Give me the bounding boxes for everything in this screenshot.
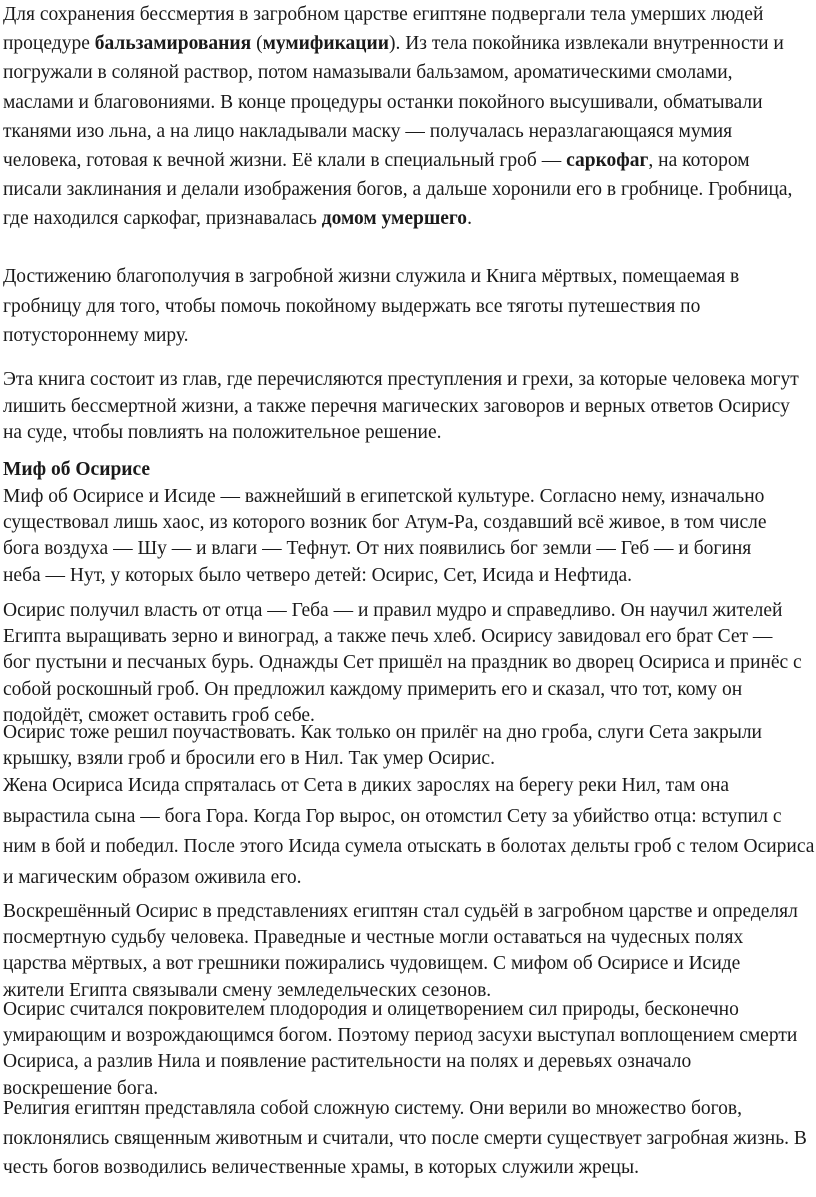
- term-sarcophagus: саркофаг: [566, 150, 649, 172]
- paragraph-myth-intro: Миф об Осирисе и Исиде — важнейший в египетской культуре. Согласно нему, изначально существовал лишь хаос, из которого возник бог Атум-Ра, создавший всё живое, в том числе бога воздуха — Шу — и влаги — Тефнут. От них появились бог земли — Геб — и богиня неба — Нут, у которых было четверо детей: Осирис, Сет, Исида и Нефтида.: [3, 486, 767, 586]
- paragraph-mummification: [3, 0, 793, 234]
- paragraph-osiris-judge: Воскрешённый Осирис в представлениях египтян стал судьёй в загробном царстве и определял посмертную судьбу человека. Праведные и честные могли оставаться на чудесных полях царства мёртвых, а вот грешники пожирались чудовищем. С мифом об Осирисе и Исиде жители Египта связывали смену земледельческих сезонов.: [3, 901, 798, 1001]
- text-run: Для сохранения бессмертия в загробном царстве египтяне подвергали тела умерших людей процедуре: [3, 4, 764, 55]
- text-run: ). Из тела покойника извлекали внутренности и погружали в соляной раствор, потом намазывали бальзамом, ароматическими смолами, маслами и благовониями. В конце процедуры останки покойного высушивали, обматывали тканями изо льна, а на лицо накладывали маску — получалась неразлагающаяся мумия человека, готовая к вечной жизни. Её клали в специальный гроб —: [3, 33, 784, 172]
- text-run: , на котором писали заклинания и делали изображения богов, а дальше хоронили его в гробнице. Гробница, где находился саркофаг, признавалась: [3, 150, 793, 230]
- term-house-of-deceased: домом умершего: [321, 208, 468, 230]
- term-embalming: бальзамирования: [94, 33, 252, 55]
- term-mummification: мумификации: [262, 33, 389, 55]
- text-run: .: [467, 208, 472, 230]
- paragraph-osiris-rule: Осирис получил власть от отца — Геба — и правил мудро и справедливо. Он научил жителей Египта выращивать зерно и виноград, а также печь хлеб. Осирису завидовал его брат Сет — бог пустыни и песчаных бурь. Однажды Сет пришёл на праздник во дворец Осириса и принёс с собой роскошный гроб. Он предложил каждому примерить его и сказал, что тот, кому он подойдёт, сможет оставить гроб себе.: [3, 600, 802, 726]
- paragraph-osiris-death: Осирис тоже решил поучаствовать. Как только он прилёг на дно гроба, слуги Сета закрыли крышку, взяли гроб и бросили его в Нил. Так умер Осирис.: [3, 722, 762, 770]
- paragraph-isis-horus: Жена Осириса Исида спряталась от Сета в диких зарослях на берегу реки Нил, там она вырастила сына — бога Гора. Когда Гор вырос, он отомстил Сету за убийство отца: вступил с ним в бой и победил. После этого Исида сумела отыскать в болотах дельты гроб с телом Осириса и магическим образом оживила его.: [3, 775, 815, 888]
- paragraph-book-chapters: Эта книга состоит из глав, где перечисляются преступления и грехи, за которые человека могут лишить бессмертной жизни, а также перечня магических заговоров и верных ответов Осирису на суде, чтобы повлиять на положительное решение.: [3, 369, 799, 443]
- text-run: (: [251, 33, 263, 55]
- paragraph-egyptian-religion: Религия египтян представляла собой сложную систему. Они верили во множество богов, поклонялись священным животным и считали, что после смерти существует загробная жизнь. В честь богов возводились величественные храмы, в которых служили жрецы.: [3, 1098, 807, 1178]
- paragraph-book-of-dead: Достижению благополучия в загробной жизни служила и Книга мёртвых, помещаемая в гробницу для того, чтобы помочь покойному выдержать все тяготы путешествия по потустороннему миру.: [3, 266, 740, 346]
- section-heading-osiris-myth: Миф об Осирисе: [3, 459, 151, 480]
- paragraph-osiris-fertility: Осирис считался покровителем плодородия и олицетворением сил природы, бесконечно умирающим и возрождающимся богом. Поэтому период засухи выступал воплощением смерти Осириса, а разлив Нила и появление растительности на полях и деревьях означало воскрешение бога.: [3, 999, 798, 1099]
